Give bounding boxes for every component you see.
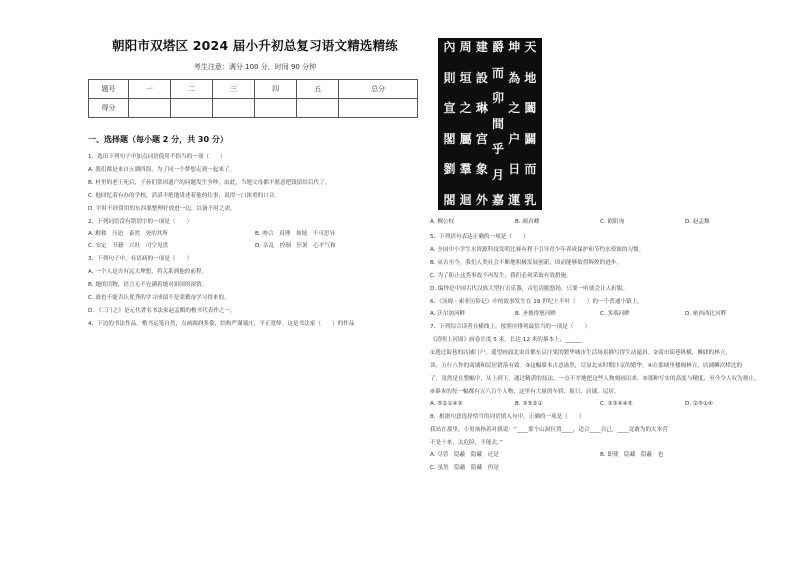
- option: A. 沃尔加河畔: [430, 311, 466, 317]
- score-cell-empty: [129, 99, 171, 118]
- option: B. 从古至今，我们人类社会不断地积极发展创新，因而能够取得辉煌的进步。: [430, 260, 622, 266]
- option-row: [88, 230, 422, 238]
- question-stem: 3、下列句子中，有语病的一项是（ ）: [88, 256, 193, 262]
- calligraphy-glyph: 宫: [475, 131, 488, 146]
- calligraphy-glyph: 象: [475, 162, 488, 177]
- calligraphy-glyph: 閣: [443, 131, 456, 146]
- score-cell-empty: [213, 99, 255, 118]
- calligraphy-glyph: 爵: [492, 40, 505, 54]
- left-column: [88, 36, 422, 328]
- score-cell: 题号: [89, 80, 129, 99]
- score-table: [88, 79, 418, 118]
- score-cell: 五: [297, 80, 339, 99]
- option: A. 一个人是否有远大理想，将关系到他的前程。: [88, 269, 208, 275]
- option: B. 她的语物，语言无不充满着她对祖国的深情。: [88, 282, 208, 288]
- option: B. ③⑤②①: [515, 401, 543, 407]
- question-stem: 6、《汤姆・索亚历险记》中的故事发生在 19 世纪上半叶（ ）的一个普通小镇上。: [430, 299, 643, 305]
- score-cell-empty: [255, 99, 297, 118]
- calligraphy-column: [507, 41, 522, 207]
- calligraphy-glyph: 日: [508, 162, 521, 177]
- calligraphy-glyph: 乳: [524, 192, 537, 207]
- calligraphy-glyph: 而: [492, 65, 505, 80]
- calligraphy-glyph: 外: [475, 192, 488, 207]
- option: D. 赵孟頫: [685, 219, 710, 225]
- calligraphy-glyph: 屬: [459, 131, 472, 146]
- question-stem: 5、下列语句表达正确的一项是（ ）: [430, 234, 529, 240]
- score-cell: 三: [213, 80, 255, 99]
- calligraphy-glyph: 閤: [443, 192, 456, 207]
- option: C. ③③④④⑤: [600, 401, 633, 407]
- calligraphy-image: [438, 38, 542, 210]
- calligraphy-glyph: 之: [459, 101, 472, 116]
- calligraphy-glyph: 迴: [459, 192, 472, 207]
- calligraphy-glyph: 為: [508, 70, 521, 85]
- score-cell-empty: [171, 99, 213, 118]
- calligraphy-glyph: 內: [443, 40, 456, 54]
- passage-line: 《清明上河图》画卷长度 5 米，长达 12 米的摹本上，______: [430, 337, 583, 343]
- option: C. 他回忆着有办的学校，滔滔不绝地讲述着他的往事，说得一口浓重的口音。: [88, 193, 281, 199]
- calligraphy-glyph: 之: [508, 101, 521, 116]
- page-title: 朝阳市双塔区 2024 届小升初总复习语文精选精练: [112, 38, 398, 53]
- calligraphy-glyph: 乎: [492, 142, 505, 156]
- passage-line: ⑥摹本的每一幅都有五六百个人物，这里有大量的车轿、船只、店铺、民居。: [430, 389, 620, 395]
- option: D. 平时不经常用的东西要整理好放进一边，以备不时之需。: [88, 206, 236, 212]
- option: A. 柳公权: [430, 219, 455, 225]
- option: B. 村里的老王死后，子孙们常因遗产的问题发生争吵，由此，当地父母都不愿意把钱留给后代了。: [88, 180, 331, 186]
- option: C. 多瑙河畔: [600, 311, 630, 317]
- calligraphy-glyph: 户: [508, 131, 521, 146]
- calligraphy-glyph: 羣: [459, 162, 472, 177]
- option: A. ⑤②①④③: [430, 401, 463, 407]
- option: D. 杂乱 控制 狂暑 心平气和: [255, 243, 336, 249]
- calligraphy-glyph: 闔: [524, 101, 537, 116]
- passage-line: 谈、五行八作的商铺和民居错落有致。③这幅摹本古意盎然，尽显北宋时期汴京的繁华。④在那城里楼阁林立、店铺鳞次栉比的: [430, 363, 743, 369]
- passage-line: 了，竟然是在整幅中，从上到下，通过精湛的技法，一点不差地把这些人物刻画出来。⑤那种写实的高度与精度，至今令人叹为观止。: [430, 376, 760, 382]
- calligraphy-glyph: 闢: [524, 131, 537, 146]
- option: B. 圣彼得堡河畔: [515, 311, 556, 317]
- calligraphy-glyph: 宣: [443, 101, 456, 116]
- passage-line: ①透过街巷的店铺门户，遥望画面北宋首都东京汴梁的繁华城市生活场景描写得生动逼真。②商市街巷纵横，摊肆的林立，: [430, 350, 731, 356]
- calligraphy-column: [474, 41, 489, 207]
- option: C. 为了防止这类事故不再发生，我们必须采取有效措施。: [430, 273, 572, 279]
- calligraphy-column: [491, 41, 506, 207]
- option-row: [430, 310, 770, 318]
- option: D. 《三门之》是元代著名书法家赵孟頫的楷书代表作之一。: [88, 308, 236, 314]
- calligraphy-glyph: 劉: [443, 162, 456, 177]
- score-table-header-row: [89, 80, 418, 99]
- calligraphy-glyph: 地: [524, 70, 537, 85]
- option: B. 颜真卿: [515, 219, 540, 225]
- option: C. 欧阳询: [600, 219, 625, 225]
- question-stem: 1、选出下列句子中加点词语使用不恰当的一项（ ）: [88, 154, 226, 160]
- calligraphy-glyph: 月: [492, 167, 505, 182]
- question-stem: 8、根据句意选择恰当的词语填入句中，正确的一项是（ ）: [430, 414, 585, 420]
- option: B. 即使 隐藏 隐蔽 也: [600, 452, 664, 458]
- score-cell: 四: [255, 80, 297, 99]
- calligraphy-glyph: 天: [524, 40, 537, 54]
- right-column: [430, 218, 770, 472]
- option-row: [88, 242, 422, 250]
- option: D. 编钟是中国古代汉族大型打击乐器，音色清脆悠扬，只要一听就会让人折服。: [430, 286, 629, 292]
- score-cell: 二: [171, 80, 213, 99]
- score-cell-empty: [339, 99, 418, 118]
- option: C. 安定 书籍 兴旺 司空见贯: [88, 243, 169, 249]
- calligraphy-glyph: 而: [524, 162, 537, 177]
- option-row: [430, 218, 770, 226]
- option-row: [430, 400, 770, 408]
- option: D. 密西西比河畔: [685, 311, 727, 317]
- question-stem: 4、下边的书法作品，楷书运笔自然，点画圆润多姿，结构严谨端庄，平正宽绰。这是书法家（ ）的作品: [88, 321, 355, 327]
- exam-note: 考生注意：满分 100 分，时间 90 分钟: [193, 63, 317, 71]
- calligraphy-column: [442, 41, 457, 207]
- passage-line: 我站在那里，小男孩指着对我说：“____那个山洞位置____，适合____自己，____竟敢为的大本营: [430, 427, 668, 433]
- calligraphy-column: [523, 41, 538, 207]
- score-table-score-row: [89, 99, 418, 118]
- score-cell-empty: [297, 99, 339, 118]
- question-stem: 7、下列综合读者在横线上，按照序排列最恰当的一项是（ ）: [430, 324, 591, 330]
- question-stem: 2、下列词语没有错别字的一项是（ ）: [88, 219, 193, 225]
- calligraphy-glyph: 坤: [508, 40, 521, 54]
- option: A. 解救 压迫 泰然 死的其所: [88, 231, 169, 237]
- score-cell: 总分: [339, 80, 418, 99]
- score-cell: 一: [129, 80, 171, 99]
- score-cell: 得分: [89, 99, 129, 118]
- calligraphy-glyph: 設: [475, 70, 488, 85]
- option: C. 虽然 隐蔽 隐藏 但是: [430, 465, 499, 471]
- calligraphy-glyph: 卯: [492, 91, 505, 105]
- calligraphy-glyph: 則: [443, 70, 456, 85]
- calligraphy-glyph: 周: [459, 40, 472, 54]
- option: C. 谁也不能否认优秀的学习成绩不是靠勤奋学习得来的。: [88, 295, 230, 301]
- section-heading: 一、选择题（每小题 2 分，共 30 分）: [88, 135, 228, 144]
- option: A. 我们都是来自五湖四海，为了同一个梦想走到一起来了。: [88, 167, 236, 173]
- option-row: [430, 451, 770, 459]
- passage-line: 不是十来，太危险，不能去。”: [430, 440, 503, 446]
- option: A. 全国中小学生水资源科技发明比赛有利于引导青少年养成保护和节约水资源的习惯。: [430, 247, 645, 253]
- calligraphy-glyph: 運: [508, 192, 521, 207]
- calligraphy-glyph: 間: [492, 116, 505, 131]
- option: B. 吻合 真理 领域 不可思异: [255, 231, 336, 237]
- option: D. ②⑤①④: [685, 401, 713, 407]
- calligraphy-glyph: 琳: [475, 101, 488, 116]
- calligraphy-column: [458, 41, 473, 207]
- calligraphy-glyph: 垣: [459, 70, 472, 85]
- calligraphy-glyph: 嘉: [492, 193, 505, 207]
- option: A. 尽管 隐蔽 隐藏 还是: [430, 452, 499, 458]
- calligraphy-glyph: 建: [475, 40, 488, 54]
